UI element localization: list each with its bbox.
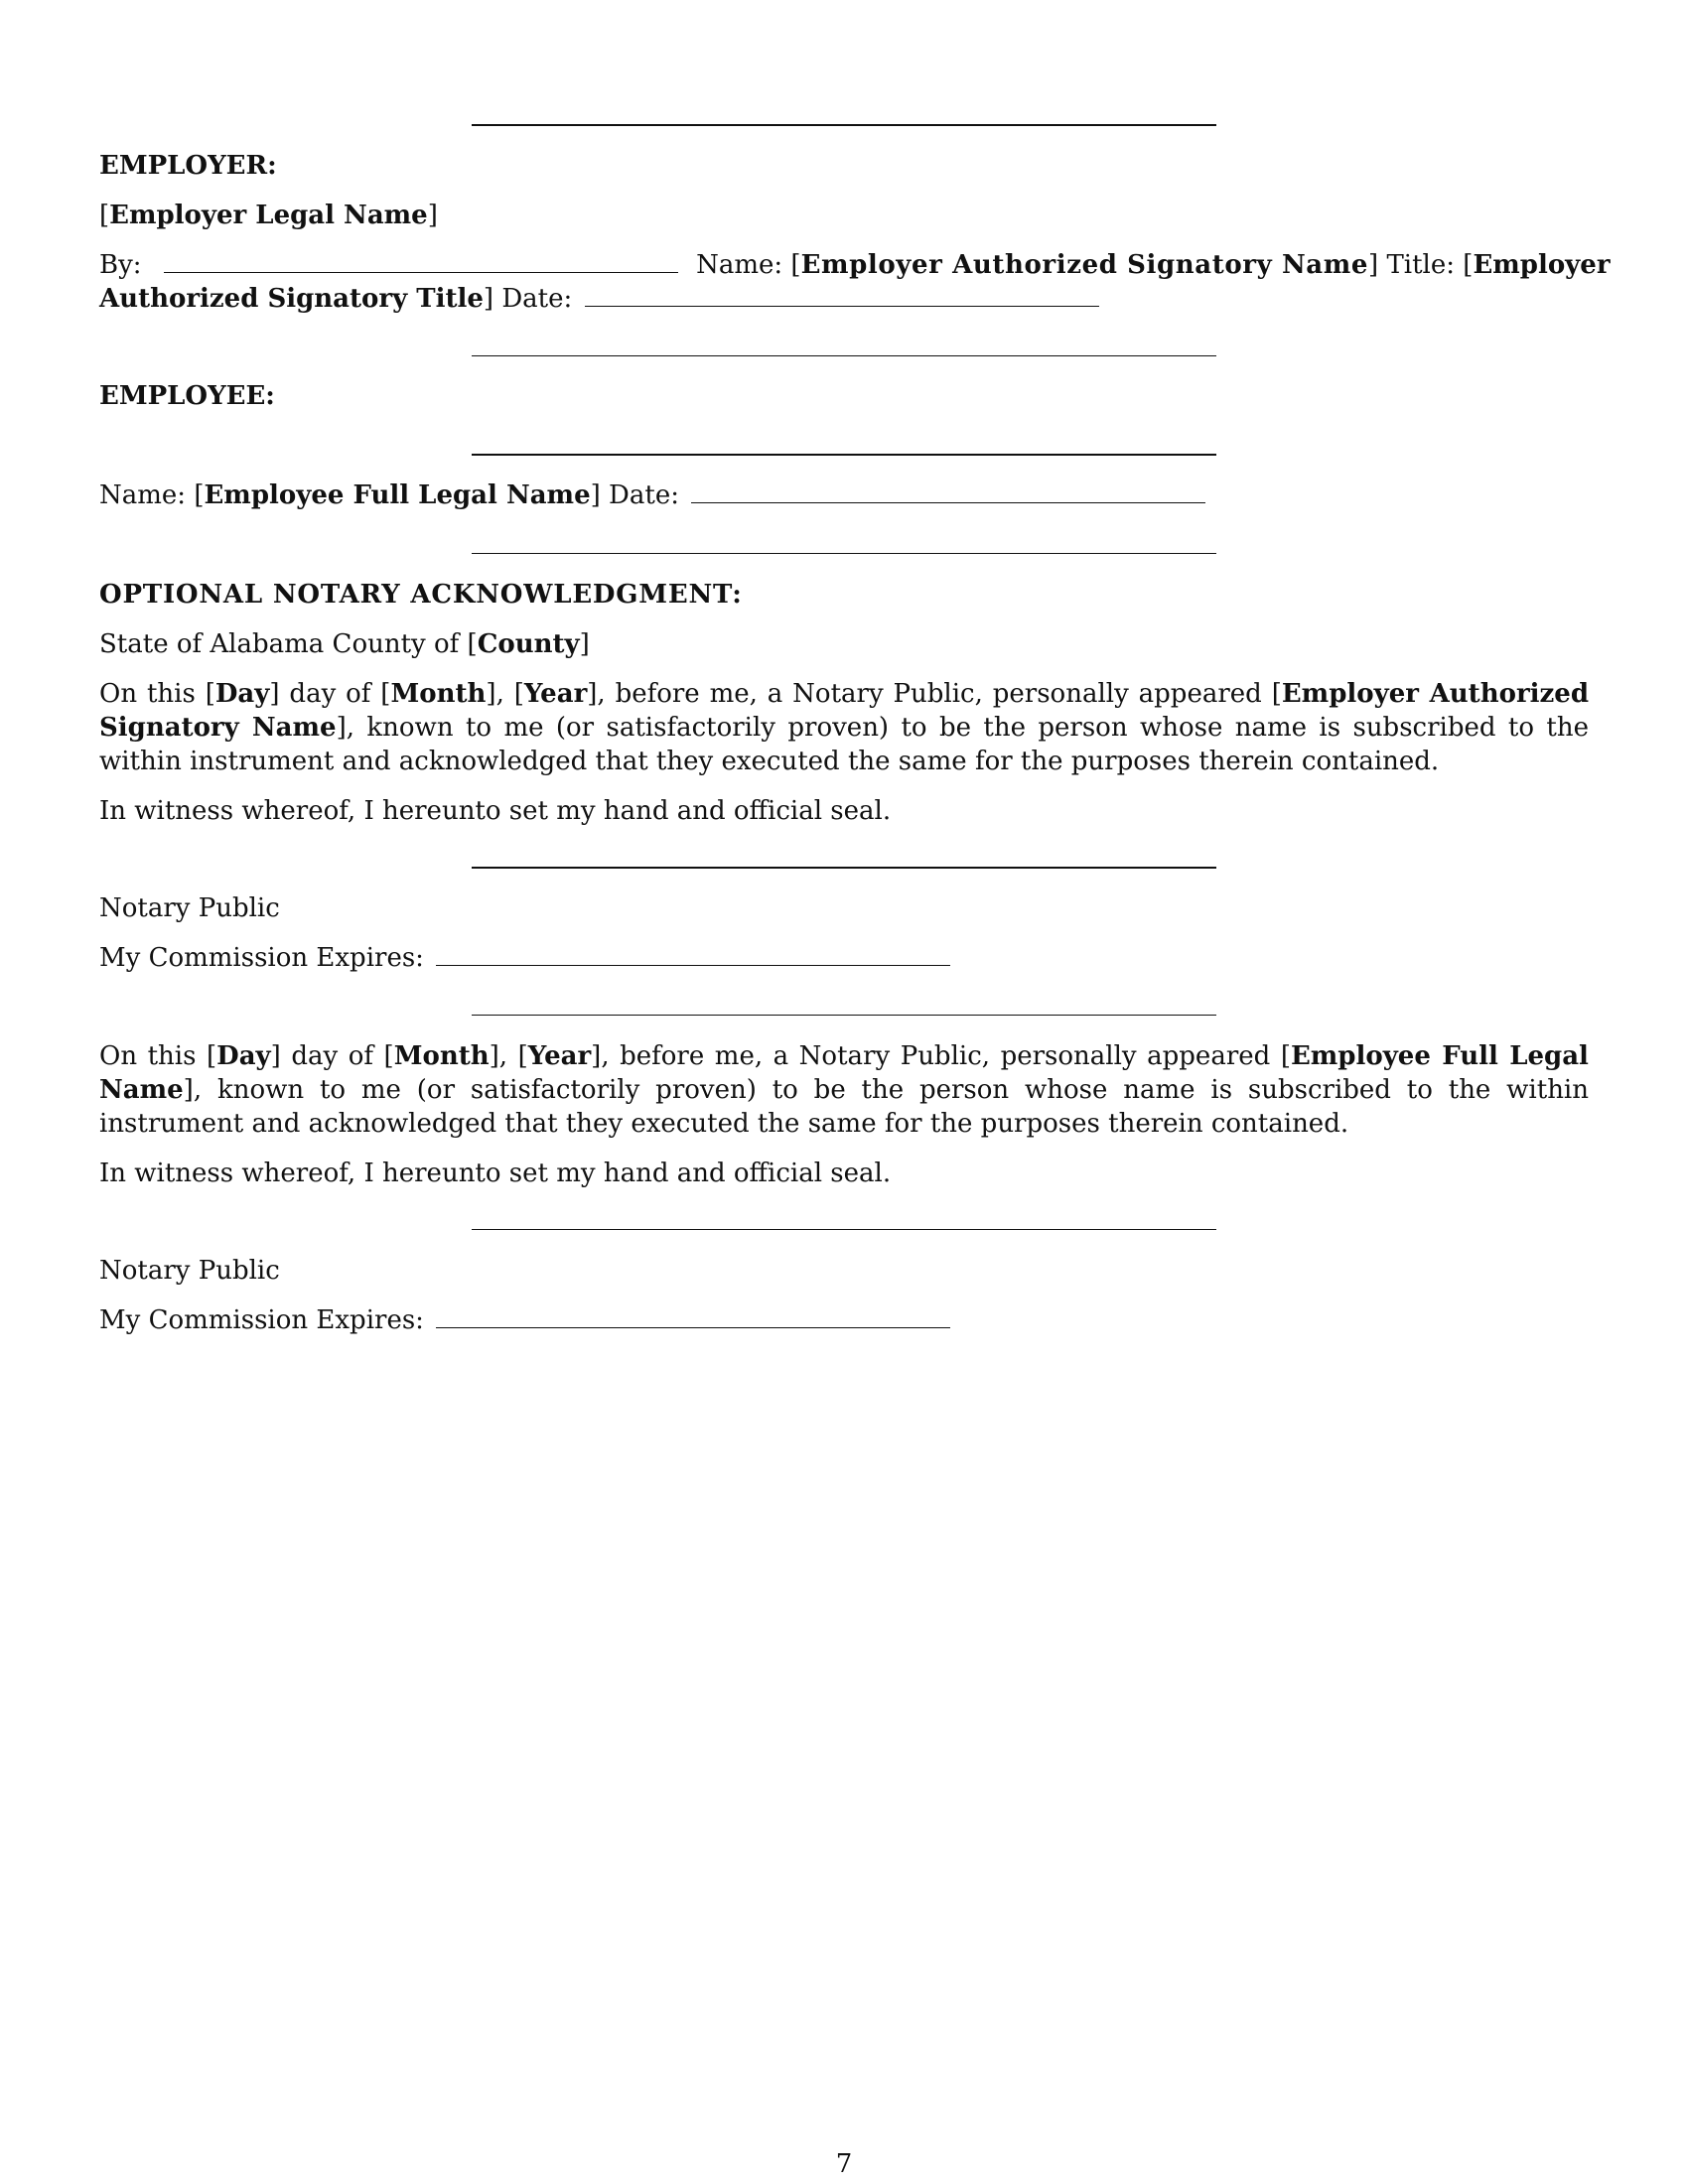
document-page: [99, 0, 1611, 2184]
witness-statement: In witness whereof, I hereunto set my hand and official seal.: [99, 796, 892, 826]
notary-acknowledgment-employee: On this [Day] day of [Month], [Year], before me, a Notary Public, personally appeared [Employee Full Legal Name], known to me (or satisfactorily proven) to be the person whose name is subscribed to the within instrument and acknowledged that they executed the same for the purposes therein contained.: [99, 1041, 1589, 1139]
commission-expires-blank[interactable]: [436, 943, 950, 966]
employer-legal-name: [Employer Legal Name]: [99, 201, 438, 230]
employer-by-line: By: Name: [Employer Authorized Signatory Name] Title: [Employer: [99, 250, 1611, 280]
notary-acknowledgment-employer: On this [Day] day of [Month], [Year], before me, a Notary Public, personally appeared [Employer Authorized Signatory Name], known to me (or satisfactorily proven) to be the person whose name is subscribed to the within instrument and acknowledged that they executed the same for the purposes therein contained.: [99, 679, 1590, 776]
signature-rule: [472, 124, 1216, 126]
employee-heading: EMPLOYEE:: [99, 381, 275, 411]
divider-rule: [472, 1015, 1216, 1016]
employee-name-line: Name: [Employee Full Legal Name] Date:: [99, 478, 1205, 512]
employer-date-blank[interactable]: [585, 284, 1099, 307]
notary-heading: OPTIONAL NOTARY ACKNOWLEDGMENT:: [99, 580, 743, 610]
notary-state-county: State of Alabama County of [County]: [99, 629, 590, 659]
page-number: 7: [835, 2149, 853, 2179]
notary-public-label: Notary Public: [99, 893, 280, 923]
employer-heading: EMPLOYER:: [99, 151, 277, 181]
employer-title-date-line: Authorized Signatory Title] Date:: [99, 282, 1099, 316]
notary-signature-rule: [472, 867, 1216, 869]
employer-signature-blank[interactable]: [164, 250, 678, 273]
signature-rule: [472, 454, 1216, 456]
notary-public-label: Notary Public: [99, 1256, 280, 1286]
notary-signature-rule: [472, 1229, 1216, 1230]
commission-expires-line: My Commission Expires:: [99, 941, 950, 975]
divider-rule: [472, 553, 1216, 554]
commission-expires-line: My Commission Expires:: [99, 1303, 950, 1337]
employee-date-blank[interactable]: [691, 480, 1205, 503]
commission-expires-blank[interactable]: [436, 1305, 950, 1328]
witness-statement: In witness whereof, I hereunto set my hand and official seal.: [99, 1159, 892, 1188]
divider-rule: [472, 355, 1216, 356]
